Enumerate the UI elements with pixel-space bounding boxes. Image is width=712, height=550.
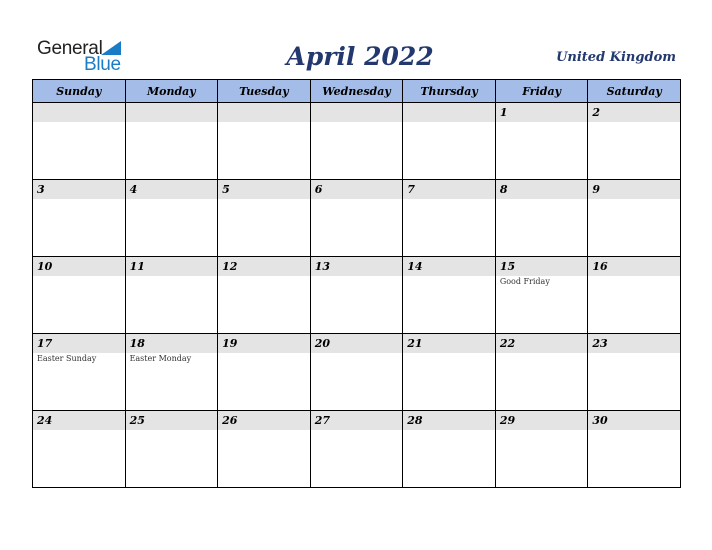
day-cell xyxy=(495,334,588,411)
day-cell xyxy=(125,257,218,334)
day-number: 1 xyxy=(496,103,588,122)
holiday-label: Easter Monday xyxy=(129,354,192,363)
day-number xyxy=(126,103,218,122)
day-cell xyxy=(310,334,403,411)
day-cell xyxy=(495,103,588,180)
day-number xyxy=(311,103,403,122)
day-cell xyxy=(218,257,311,334)
weekday-tuesday: Tuesday xyxy=(218,80,311,103)
logo-flag-icon xyxy=(101,41,121,55)
day-number: 2 xyxy=(588,103,680,122)
day-number: 12 xyxy=(218,257,310,276)
day-cell xyxy=(403,180,496,257)
day-number: 22 xyxy=(496,334,588,353)
day-cell xyxy=(495,411,588,488)
day-number: 27 xyxy=(311,411,403,430)
day-cell xyxy=(310,411,403,488)
day-cell xyxy=(33,334,126,411)
day-cell xyxy=(125,334,218,411)
day-cell xyxy=(588,103,681,180)
day-cell xyxy=(403,334,496,411)
day-cell xyxy=(125,411,218,488)
generalblue-logo xyxy=(37,38,127,74)
weekday-sunday: Sunday xyxy=(33,80,126,103)
day-number: 16 xyxy=(588,257,680,276)
day-number: 26 xyxy=(218,411,310,430)
day-cell xyxy=(218,180,311,257)
day-number: 10 xyxy=(33,257,125,276)
day-cell xyxy=(588,257,681,334)
day-number: 29 xyxy=(496,411,588,430)
calendar-grid xyxy=(32,79,681,488)
day-number xyxy=(218,103,310,122)
holiday-label: Good Friday xyxy=(499,277,550,286)
day-cell xyxy=(33,180,126,257)
day-cell xyxy=(588,334,681,411)
day-number: 9 xyxy=(588,180,680,199)
day-number: 7 xyxy=(403,180,495,199)
day-cell xyxy=(33,411,126,488)
day-number: 25 xyxy=(126,411,218,430)
day-cell xyxy=(495,180,588,257)
day-cell xyxy=(218,103,311,180)
day-cell xyxy=(403,103,496,180)
day-cell xyxy=(310,257,403,334)
week-row xyxy=(33,334,681,411)
day-number: 23 xyxy=(588,334,680,353)
day-cell xyxy=(403,257,496,334)
day-number: 20 xyxy=(311,334,403,353)
day-number: 19 xyxy=(218,334,310,353)
day-cell xyxy=(495,257,588,334)
weekday-thursday: Thursday xyxy=(403,80,496,103)
day-cell xyxy=(218,411,311,488)
weekday-saturday: Saturday xyxy=(588,80,681,103)
day-cell xyxy=(33,103,126,180)
day-number xyxy=(33,103,125,122)
page-title: April 2022 xyxy=(286,42,434,71)
country-label: United Kingdom xyxy=(556,50,676,65)
day-number: 15 xyxy=(496,257,588,276)
day-cell xyxy=(403,411,496,488)
day-number: 28 xyxy=(403,411,495,430)
day-cell xyxy=(310,180,403,257)
holiday-label: Easter Sunday xyxy=(37,354,97,363)
day-cell xyxy=(125,180,218,257)
day-cell xyxy=(588,411,681,488)
logo-text-general: General xyxy=(37,38,103,59)
day-number: 17 xyxy=(33,334,125,353)
day-cell xyxy=(33,257,126,334)
day-number: 14 xyxy=(403,257,495,276)
day-number: 5 xyxy=(218,180,310,199)
day-number: 6 xyxy=(311,180,403,199)
day-number: 3 xyxy=(33,180,125,199)
week-row xyxy=(33,180,681,257)
week-row xyxy=(33,411,681,488)
weekday-header-row xyxy=(33,80,681,103)
day-number: 30 xyxy=(588,411,680,430)
week-row xyxy=(33,103,681,180)
day-number: 24 xyxy=(33,411,125,430)
weekday-wednesday: Wednesday xyxy=(310,80,403,103)
day-number: 4 xyxy=(126,180,218,199)
logo-text-blue: Blue xyxy=(84,54,121,75)
day-number: 13 xyxy=(311,257,403,276)
day-cell xyxy=(310,103,403,180)
day-number: 18 xyxy=(126,334,218,353)
day-cell xyxy=(218,334,311,411)
day-number: 11 xyxy=(126,257,218,276)
day-cell xyxy=(125,103,218,180)
weekday-friday: Friday xyxy=(495,80,588,103)
weekday-monday: Monday xyxy=(125,80,218,103)
day-number: 21 xyxy=(403,334,495,353)
week-row xyxy=(33,257,681,334)
day-number xyxy=(403,103,495,122)
day-number: 8 xyxy=(496,180,588,199)
day-cell xyxy=(588,180,681,257)
